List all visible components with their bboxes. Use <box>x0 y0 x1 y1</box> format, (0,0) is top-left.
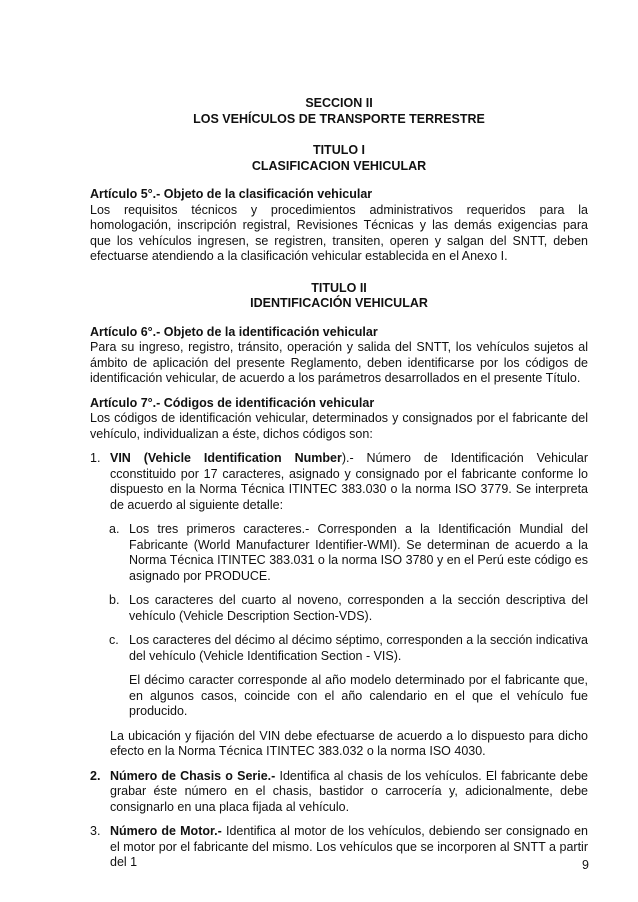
article-7-title: Artículo 7°.- Códigos de identificación vehicular <box>90 395 375 410</box>
section-heading: SECCION II <box>305 96 373 110</box>
list-item-lead: Número de Motor.- <box>110 824 222 838</box>
list-item-lead: Número de Chasis o Serie.- <box>110 768 276 783</box>
list-item-lead: VIN (Vehicle Identification Number <box>110 451 342 465</box>
list-letter: a. <box>109 522 120 536</box>
list-letter: b. <box>109 593 120 607</box>
vin-c-note: El décimo caracter corresponde al año modelo determinado por el fabricante que, en algunos casos, coincide con el año calendario en el que el vehículo fue producido. <box>129 673 588 718</box>
vin-detail-b <box>90 593 588 624</box>
list-number: 2. <box>90 768 101 783</box>
titulo2-subheading: IDENTIFICACIÓN VEHICULAR <box>250 296 428 310</box>
titulo2-heading: TITULO II <box>311 280 367 295</box>
list-letter: c. <box>109 633 119 647</box>
article-5-body: Los requisitos técnicos y procedimientos administrativos requeridos para la homologación, inscripción registral, Revisiones Técnicas y las demás exigencias para que los vehículos ingresen, se registren, transiten, operen y salgan del SNTT, deben efectuarse atendiendo a la clasificación vehicular establecida en el Anexo I. <box>90 202 588 263</box>
vin-detail-text: Los caracteres del cuarto al noveno, corresponden a la sección descriptiva del vehículo (Vehicle Description Section-VDS). <box>129 593 588 623</box>
titulo1-heading: TITULO I <box>312 143 366 157</box>
vin-detail-text: Los caracteres del décimo al décimo séptimo, corresponden a la sección indicativa del vehículo (Vehicle Identification Section - VIS). <box>129 633 588 663</box>
list-item-vin <box>90 451 588 513</box>
article-6-title: Artículo 6°.- Objeto de la identificación vehicular <box>90 324 378 339</box>
page-number: 9 <box>582 858 589 872</box>
list-number: 1. <box>90 451 101 465</box>
list-item-motor <box>90 824 588 871</box>
section-subheading: LOS VEHÍCULOS DE TRANSPORTE TERRESTRE <box>193 111 485 126</box>
list-item-chassis <box>90 769 588 816</box>
titulo1-subheading: CLASIFICACION VEHICULAR <box>251 158 427 173</box>
article-5-title: Artículo 5°.- Objeto de la clasificación vehicular <box>90 187 373 201</box>
vin-detail-a <box>90 522 588 584</box>
list-item-text: Identifica al motor de los vehículos, debiendo ser consignado en el motor por el fabricante del mismo. Los vehículos que se incorporen al SNTT a partir del 1 <box>110 824 588 869</box>
vin-detail-c <box>90 633 588 664</box>
page-content <box>90 96 588 871</box>
vin-location-note: La ubicación y fijación del VIN debe efectuarse de acuerdo a lo dispuesto para dicho efecto en la Norma Técnica ITINTEC 383.032 o la norma ISO 4030. <box>110 728 588 758</box>
article-7-body: Los códigos de identificación vehicular, determinados y consignados por el fabricante del vehículo, individualizan a éste, dichos códigos son: <box>90 411 588 441</box>
list-number: 3. <box>90 824 101 838</box>
list-item-text: Identifica al chasis de los vehículos. El fabricante debe grabar éste número en el chasis, bastidor o carrocería y, adicionalmente, debe consignarlo en una placa fijada al vehículo. <box>110 768 588 814</box>
list-item-text: ).- Número de Identificación Vehicular cconstituido por 17 caracteres, asignado y consignado por el fabricante conforme lo dispuesto en la Norma Técnica ITINTEC 383.030 o la norma ISO 3779. Se interpreta de acuerdo al siguiente detalle: <box>110 451 589 512</box>
article-6-body: Para su ingreso, registro, tránsito, operación y salida del SNTT, los vehículos sujetos al ámbito de aplicación del presente Reglamento, deben identificarse por los códigos de identificación vehicular, de acuerdo a los parámetros desarrollados en el presente Título. <box>90 340 588 385</box>
vin-detail-text: Los tres primeros caracteres.- Corresponden a la Identificación Mundial del Fabricante (World Manufacturer Identifier-WMI). Se determinan de acuerdo a la Norma Técnica ITINTEC 383.031 o la norma ISO 3780 y en el Perú este código es asignado por PRODUCE. <box>129 522 588 583</box>
